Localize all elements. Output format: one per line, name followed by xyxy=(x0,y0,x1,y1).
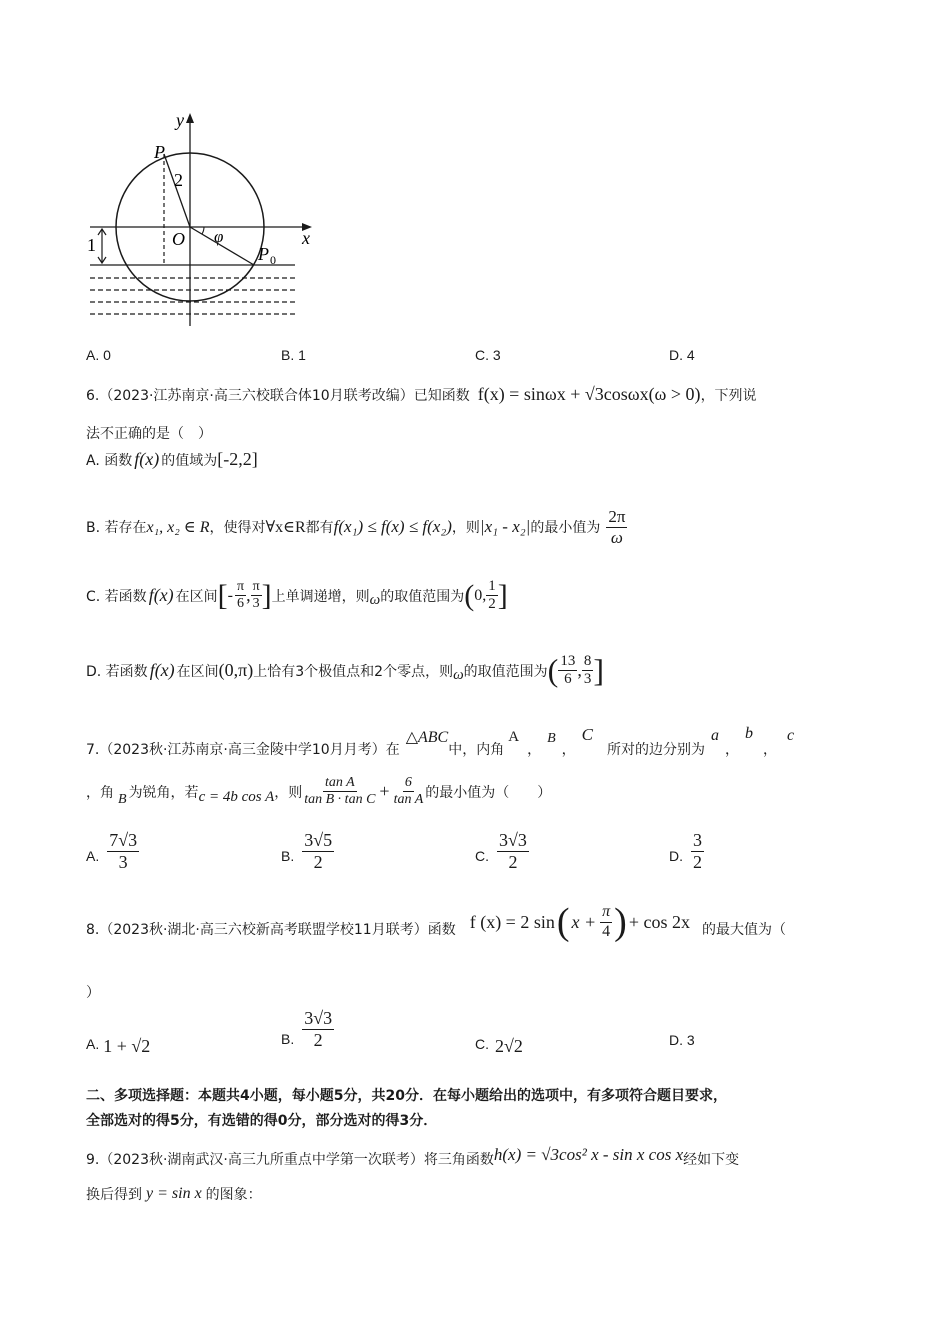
q6-option-d: D. 若函数 f(x) 在区间 (0,π) 上恰有3个极值点和2个零点，则 ω 的取值范围为 ( $\frac{13}{6}$ , $\frac{8}{3}$ ] xyxy=(86,652,604,688)
q8-option-d: D. 3 xyxy=(669,1032,695,1048)
q7-option-c: C. $\frac{3√3}{2}$ xyxy=(475,830,527,872)
q9-stem: 9.（2023秋·湖南武汉·高三九所重点中学第一次联考）将三角函数 h(x) = √3cos² x - sin x cos x 经如下变 xyxy=(86,1145,740,1168)
q5-option-b: B. 1 xyxy=(281,347,306,363)
q5-option-a: A. 0 xyxy=(86,347,111,363)
circle-diagram xyxy=(80,108,320,333)
label-P0-sub: 0 xyxy=(270,253,276,267)
label-P: P xyxy=(154,142,165,162)
q8-stem-line2: ） xyxy=(86,985,100,1001)
segment-OP xyxy=(164,154,190,227)
q6-stem-line2: 法不正确的是（ ） xyxy=(86,426,212,442)
label-1: 1 xyxy=(87,235,96,255)
label-x: x xyxy=(302,228,310,248)
q7-option-d: D. $\frac{3}{2}$ xyxy=(669,830,702,872)
q6-stem: 6.（2023·江苏南京·高三六校联合体10月联考改编）已知函数 f(x) = sinωx + √3cosωx(ω > 0)，下列说 xyxy=(86,384,757,404)
q7-stem: 7.（2023秋·江苏南京·高三金陵中学10月月考）在 △ABC 中，内角 A ， B ， C 所对的边分别为 a ， b ， c xyxy=(86,725,795,758)
q9-stem-line2: 换后得到 y = sin x 的图象： xyxy=(86,1185,262,1203)
q7-stem-line2: ，角 B 为锐角，若 c = 4b cos A ，则 $\frac{\text{tan A}}{\text{tan B · tan C}}$ + $\frac{6}{\text{tan A}}$ 的最小值为（ ） xyxy=(86,775,552,808)
label-2: 2 xyxy=(174,170,183,190)
q8-stem: 8.（2023秋·湖北·高三六校新高考联盟学校11月联考）函数 f (x) = 2 sin ( x + $\frac{\pi}{4}$ ) + cos 2x 的最大值为（ xyxy=(86,901,786,943)
q6-option-c: C. 若函数 f(x) 在区间 [ - $\frac{\pi}{6}$ , $\frac{\pi}{3}$ ] 上单调递增，则 ω 的取值范围为 ( 0, $\frac{1}{2}$ ] xyxy=(86,578,508,613)
q8-option-a: A. 1 + √2 xyxy=(86,1035,151,1056)
section2-heading-line2: 全部选对的得5分，有选错的得0分，部分选对的得3分． xyxy=(86,1113,438,1129)
q6-option-a: A. 函数 f(x) 的值域为[-2,2] xyxy=(86,449,258,469)
label-phi: φ xyxy=(214,227,224,246)
y-arrow-icon xyxy=(186,113,194,123)
q5-option-d: D. 4 xyxy=(669,347,695,363)
q7-option-a: A. $\frac{7√3}{3}$ xyxy=(86,830,138,872)
q7-option-b: B. $\frac{3√5}{2}$ xyxy=(281,830,333,872)
angle-arc xyxy=(202,227,204,234)
label-y: y xyxy=(176,110,184,130)
q8-option-c: C. 2√2 xyxy=(475,1035,523,1056)
label-O: O xyxy=(172,229,185,249)
q5-option-c: C. 3 xyxy=(475,347,501,363)
q8-option-b: B. $\frac{3√3}{2}$ xyxy=(281,1008,333,1050)
section2-heading-line1: 二、多项选择题：本题共4小题，每小题5分，共20分．在每小题给出的选项中，有多项符合题目要求， xyxy=(86,1088,727,1104)
q6-option-b: B. 若存在 x₁, x₂ ∈ R ，使得对 ∀x∈R 都有 f(x₁) ≤ f(x) ≤ f(x₂) ，则 |x₁ - x₂| 的最小值为 $\frac{2\pi}{\omega}$ xyxy=(86,507,626,547)
label-P0: P xyxy=(258,244,269,264)
